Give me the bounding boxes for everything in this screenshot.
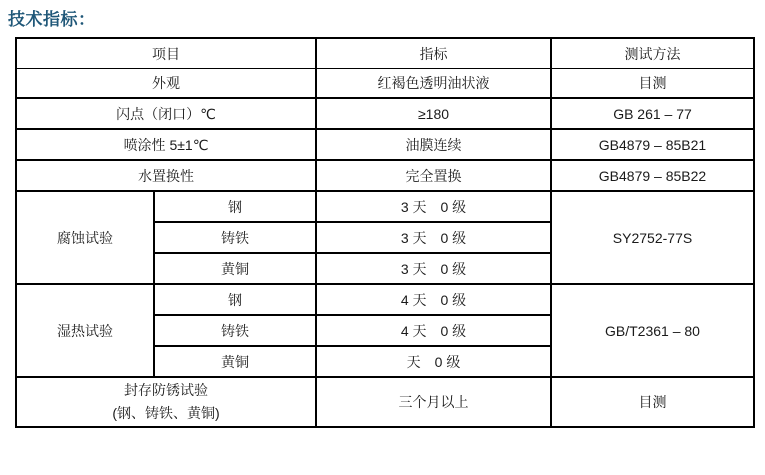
cell-material: 钢 <box>154 284 316 315</box>
cell-spec: 4 天 0 级 <box>316 284 551 315</box>
cell-item: 水置换性 <box>16 160 316 191</box>
cell-item <box>16 377 316 427</box>
row-storage-rust <box>16 377 754 427</box>
cell-spec: ≥180 <box>316 98 551 129</box>
cell-group-damp-heat: 湿热试验 <box>16 284 154 377</box>
row-water-displacement <box>16 160 754 191</box>
cell-spec: 完全置换 <box>316 160 551 191</box>
cell-spec: 3 天 0 级 <box>316 253 551 284</box>
section-title: 技术指标： <box>8 10 96 29</box>
cell-spec: 3 天 0 级 <box>316 222 551 253</box>
storage-rust-title: 封存防锈试验 <box>124 382 208 398</box>
row-sprayability <box>16 129 754 160</box>
cell-spec: 三个月以上 <box>316 377 551 427</box>
technical-spec-table <box>15 37 755 428</box>
row-damp-heat-steel <box>16 284 754 315</box>
header-item: 项目 <box>16 38 316 69</box>
cell-method: GB4879 – 85B21 <box>551 129 754 160</box>
cell-material: 钢 <box>154 191 316 222</box>
cell-method-damp-heat: GB/T2361 – 80 <box>551 284 754 377</box>
row-corrosion-steel <box>16 191 754 222</box>
header-spec: 指标 <box>316 38 551 69</box>
cell-material: 黄铜 <box>154 346 316 377</box>
header-method: 测试方法 <box>551 38 754 69</box>
cell-spec: 红褐色透明油状液 <box>316 69 551 99</box>
cell-item: 外观 <box>16 69 316 99</box>
cell-method-corrosion: SY2752-77S <box>551 191 754 284</box>
cell-material: 铸铁 <box>154 315 316 346</box>
row-appearance <box>16 69 754 99</box>
row-flash-point <box>16 98 754 129</box>
cell-group-corrosion: 腐蚀试验 <box>16 191 154 284</box>
cell-method: 目测 <box>551 377 754 427</box>
cell-spec: 4 天 0 级 <box>316 315 551 346</box>
cell-method: GB 261 – 77 <box>551 98 754 129</box>
cell-item: 闪点（闭口）℃ <box>16 98 316 129</box>
cell-method: GB4879 – 85B22 <box>551 160 754 191</box>
cell-material: 铸铁 <box>154 222 316 253</box>
cell-item: 喷涂性 5±1℃ <box>16 129 316 160</box>
cell-material: 黄铜 <box>154 253 316 284</box>
cell-spec: 3 天 0 级 <box>316 191 551 222</box>
cell-method: 目测 <box>551 69 754 99</box>
header-row <box>16 38 754 69</box>
cell-spec: 油膜连续 <box>316 129 551 160</box>
cell-spec: 天 0 级 <box>316 346 551 377</box>
storage-rust-materials: (钢、铸铁、黄铜) <box>112 405 220 421</box>
